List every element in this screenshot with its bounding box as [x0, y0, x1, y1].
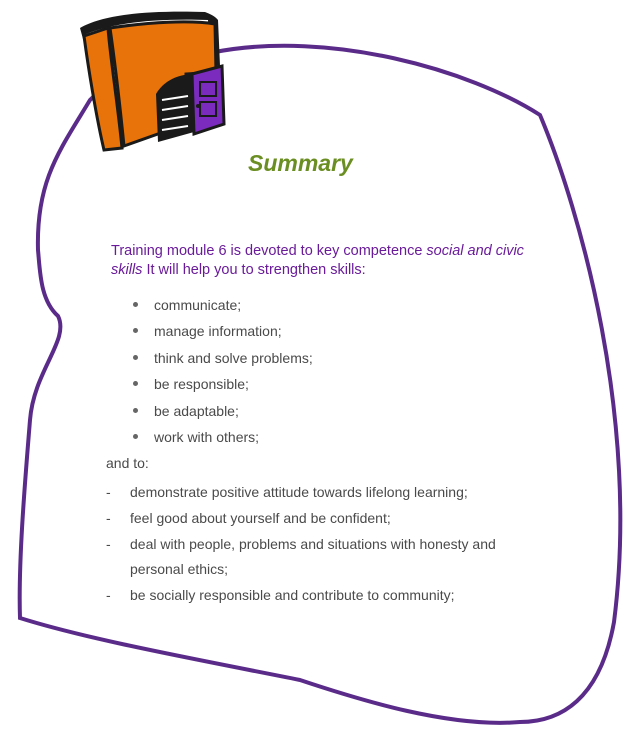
- list-item: think and solve problems;: [125, 348, 313, 374]
- list-item: be responsible;: [125, 374, 313, 400]
- list-item: work with others;: [125, 427, 313, 453]
- list-item: [106, 506, 526, 531]
- list-item: [106, 532, 526, 582]
- goals-dash-list: [106, 480, 526, 609]
- intro-suffix: It will help you to strengthen skills:: [142, 262, 366, 278]
- list-item: [106, 583, 526, 608]
- list-item-text: feel good about yourself and be confident;: [130, 510, 391, 526]
- and-to-label: and to:: [106, 455, 149, 471]
- intro-paragraph: [111, 242, 541, 280]
- page-title: Summary: [248, 150, 353, 176]
- list-item: communicate;: [125, 295, 313, 321]
- dash-marker: -: [106, 587, 111, 603]
- list-item-text: deal with people, problems and situations with honesty and personal ethics;: [130, 536, 496, 577]
- skills-bullet-list: [125, 295, 313, 453]
- list-item: [106, 480, 526, 505]
- list-item-text: be socially responsible and contribute to community;: [130, 587, 455, 603]
- list-item: manage information;: [125, 321, 313, 347]
- dash-marker: -: [106, 510, 111, 526]
- list-item: be adaptable;: [125, 401, 313, 427]
- list-item-text: demonstrate positive attitude towards lifelong learning;: [130, 484, 468, 500]
- dash-marker: -: [106, 484, 111, 500]
- dash-marker: -: [106, 536, 111, 552]
- book-door-icon: [70, 6, 230, 152]
- intro-prefix: Training module 6 is devoted to key competence: [111, 243, 427, 259]
- intro-emphasis: social and civic skills: [111, 243, 524, 278]
